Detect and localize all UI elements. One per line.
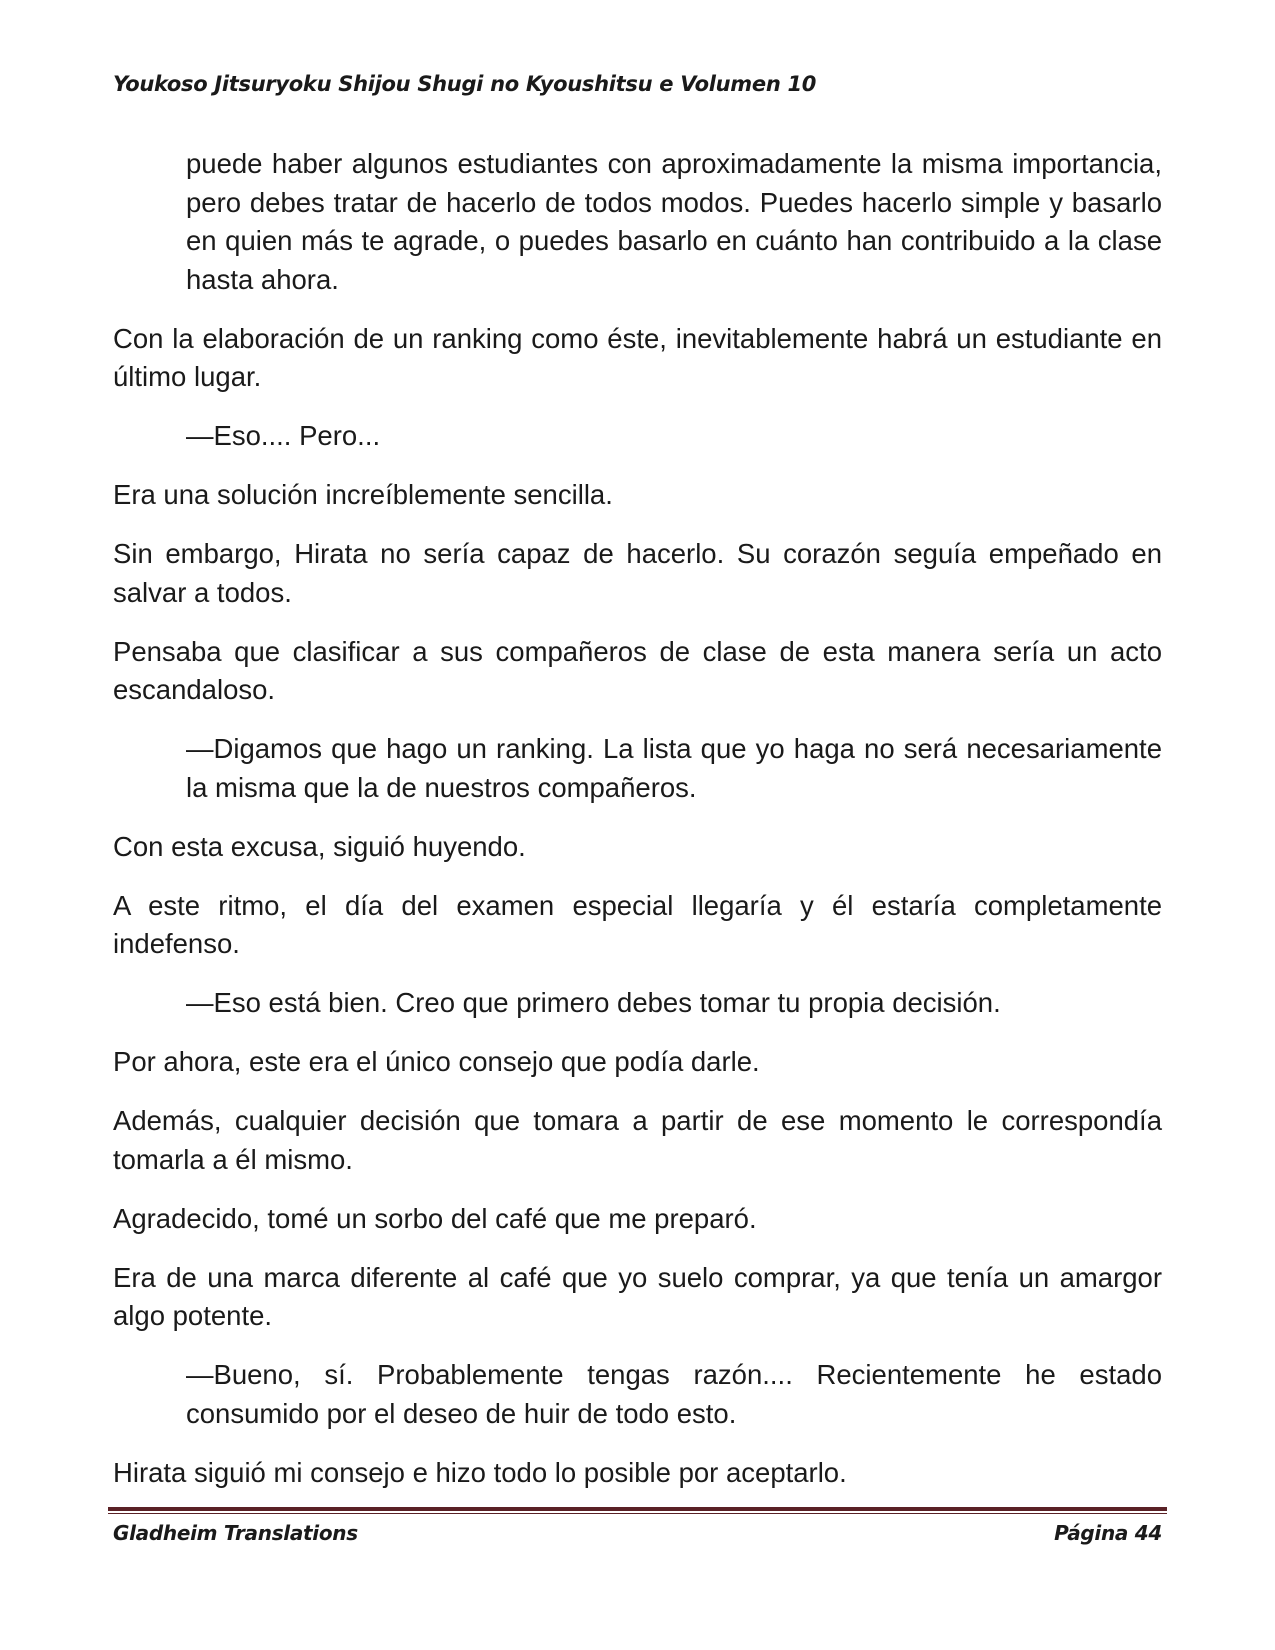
paragraph: Además, cualquier decisión que tomara a partir de ese momento le correspondía tomarla a él mismo. [113,1105,1162,1175]
paragraph: Por ahora, este era el único consejo que podía darle. [113,1046,760,1077]
paragraph: Pensaba que clasificar a sus compañeros de clase de esta manera sería un acto escandaloso. [113,635,1162,705]
paragraph: puede haber algunos estudiantes con aproximadamente la misma importancia, pero debes tratar de hacerlo de todos modos. Puedes hacerlo simple y basarlo en quien más te agrade, o puedes basarlo en cuánto han contribuido a la clase hasta ahora. [186,148,1162,295]
paragraph: Con la elaboración de un ranking como éste, inevitablemente habrá un estudiante en último lugar. [113,322,1162,392]
paragraph: Era de una marca diferente al café que yo suelo comprar, ya que tenía un amargor algo potente. [113,1261,1162,1331]
dialogue-line: —Eso.... Pero... [186,420,381,451]
paragraph: Agradecido, tomé un sorbo del café que me preparó. [113,1202,757,1234]
footer-divider [108,1507,1167,1514]
paragraph: Hirata siguió mi consejo e hizo todo lo posible por aceptarlo. [113,1456,847,1488]
dialogue-line: —Digamos que hago un ranking. La lista que yo haga no será necesariamente la misma que la de nuestros compañeros. [186,733,1162,803]
footer-page-number: Página 44 [1054,1521,1162,1545]
paragraph: A este ritmo, el día del examen especial llegaría y él estaría completamente indefenso. [113,889,1162,959]
paragraph: Con esta excusa, siguió huyendo. [113,830,526,862]
paragraph: Sin embargo, Hirata no sería capaz de hacerlo. Su corazón seguía empeñado en salvar a todos. [113,538,1162,608]
dialogue-line: —Bueno, sí. Probablemente tengas razón.... Recientemente he estado consumido por el deseo de huir de todo esto. [186,1359,1162,1429]
footer-divider-thick [108,1507,1167,1511]
page-header-title: Youkoso Jitsuryoku Shijou Shugi no Kyoushitsu e Volumen 10 [113,72,817,96]
footer-divider-thin [108,1513,1167,1514]
footer-translator-credit: Gladheim Translations [113,1521,358,1545]
document-body [113,145,1162,1513]
paragraph: Era una solución increíblemente sencilla. [113,479,613,510]
dialogue-line: —Eso está bien. Creo que primero debes tomar tu propia decisión. [186,987,1001,1018]
